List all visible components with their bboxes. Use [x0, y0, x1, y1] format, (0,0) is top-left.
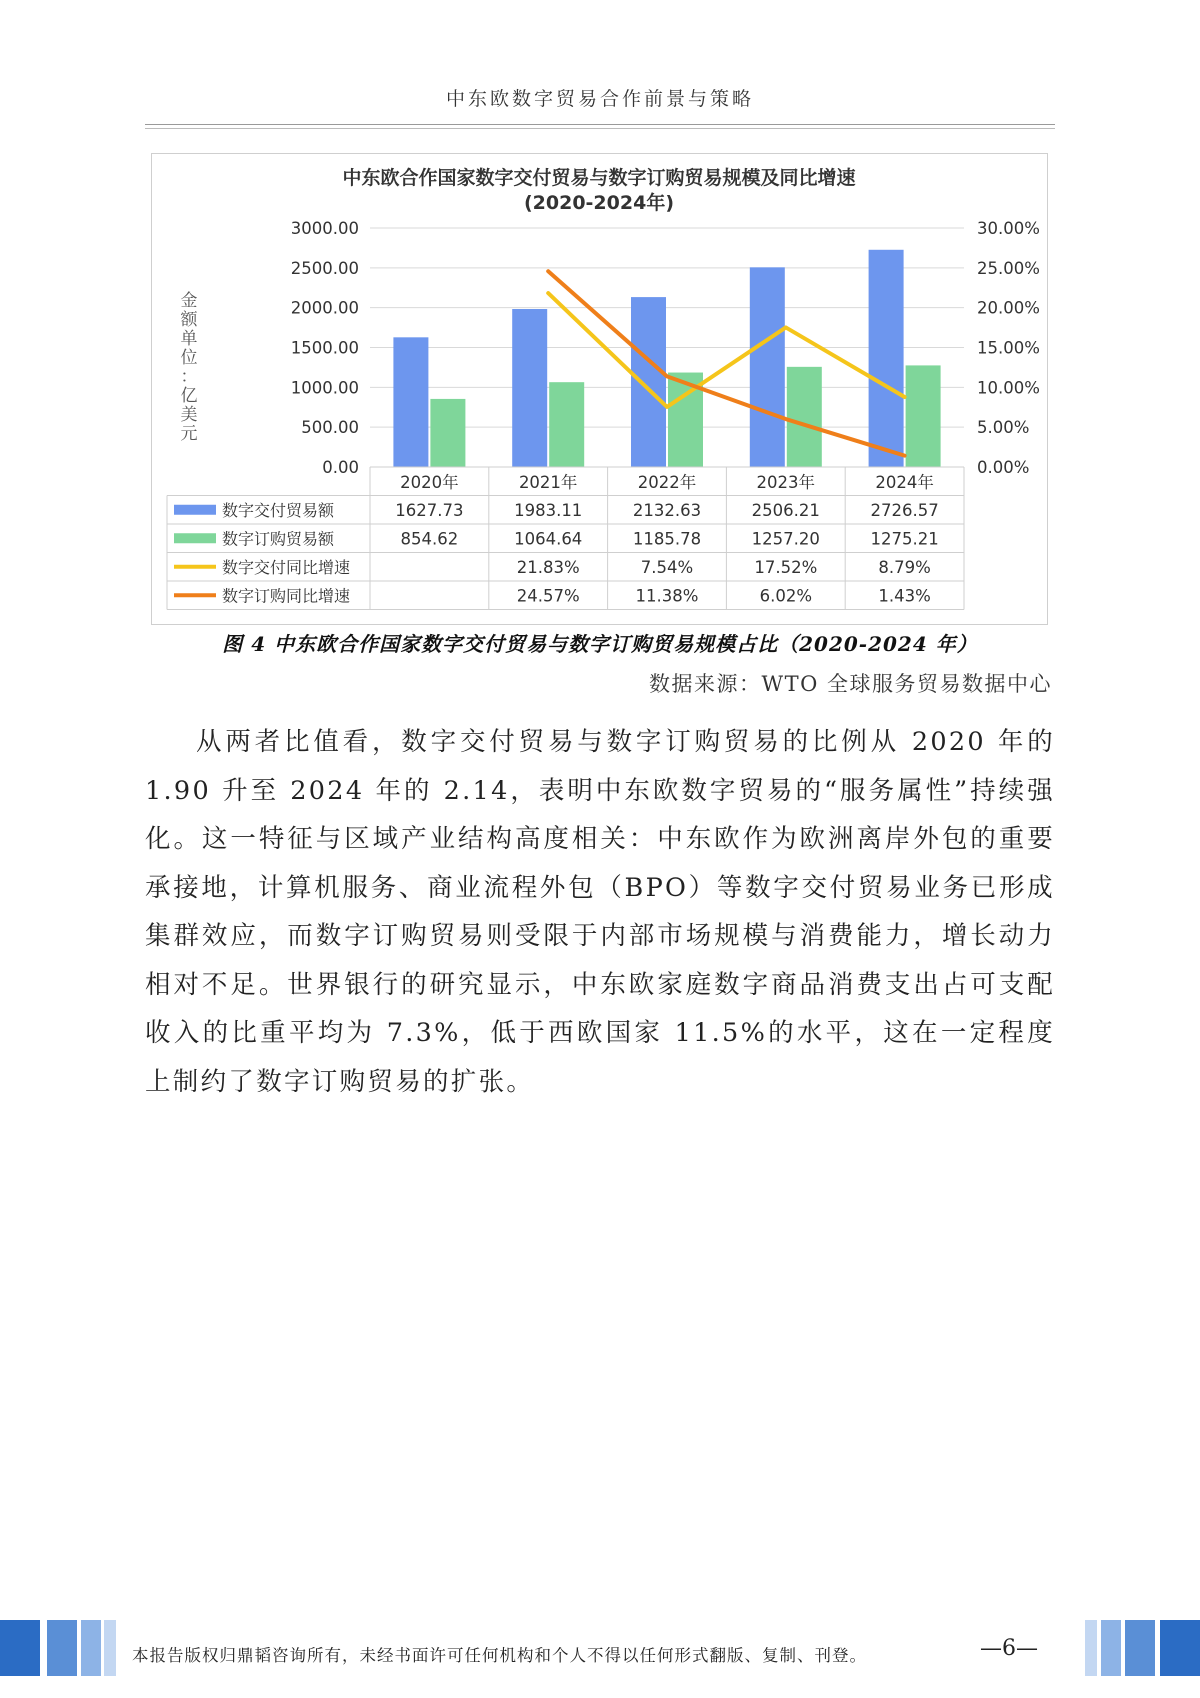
y2-tick-label: 15.00%: [977, 338, 1040, 358]
body-paragraph: 从两者比值看，数字交付贸易与数字订购贸易的比例从 2020 年的 1.90 升至 2024 年的 2.14，表明中东欧数字贸易的“服务属性”持续强化。这一特征与区域产业结构高度相关：中东欧作为欧洲离岸外包的重要承接地，计算机服务、商业流程外包（BPO）等数字交付贸易业务已形成集群效应，而数字订购贸易则受限于内部市场规模与消费能力，增长动力相对不足。世界银行的研究显示，中东欧家庭数字商品消费支出占可支配收入的比重平均为 7.3%，低于西欧国家 11.5%的水平，这在一定程度上制约了数字订购贸易的扩张。: [145, 727, 1055, 1097]
y-axis-label-char: 亿: [180, 386, 198, 406]
bar-1: [869, 250, 904, 467]
bar-2: [787, 367, 822, 467]
y-tick-label: 1000.00: [290, 378, 359, 398]
data-label: 1627.73: [395, 500, 464, 520]
data-source: 数据来源：WTO 全球服务贸易数据中心: [649, 672, 1052, 696]
legend-label: 数字订购同比增速: [222, 586, 351, 606]
category-label: 2020年: [400, 473, 459, 492]
bar-1: [393, 337, 428, 467]
bar-1: [631, 297, 666, 467]
category-label: 2023年: [756, 473, 816, 492]
category-label: 2024年: [875, 473, 934, 492]
series-line-1: [548, 293, 904, 407]
category-label: 2021年: [518, 473, 578, 492]
y-axis-label-char: 金: [180, 291, 198, 311]
y-axis-label-char: 额: [180, 310, 198, 330]
running-header: 中东欧数字贸易合作前景与策略: [445, 88, 754, 110]
data-label: 2132.63: [632, 500, 702, 520]
figure-caption: 图 4 中东欧合作国家数字交付贸易与数字订购贸易规模占比（2020-2024 年）: [222, 632, 978, 656]
y2-tick-label: 20.00%: [977, 298, 1040, 318]
footer-block: [1160, 1620, 1200, 1676]
y-tick-label: 1500.00: [290, 338, 359, 358]
header-rule-secondary: [145, 128, 1055, 129]
chart-title: 中东欧合作国家数字交付贸易与数字订购贸易规模及同比增速: [342, 167, 856, 189]
y-tick-label: 2000.00: [290, 298, 359, 318]
y2-tick-label: 30.00%: [977, 219, 1040, 238]
bar-2: [549, 382, 584, 467]
data-label: 1.43%: [878, 586, 931, 606]
bar-1: [750, 267, 785, 467]
legend-label: 数字交付贸易额: [222, 500, 335, 520]
footer-block: [47, 1620, 77, 1676]
y-axis-label-char: 元: [180, 424, 198, 444]
data-label: 21.83%: [516, 557, 580, 577]
data-label: 11.38%: [635, 586, 699, 606]
data-label: 854.62: [400, 529, 459, 549]
y-axis-label-char: 位: [180, 348, 198, 368]
footer-block: [81, 1620, 101, 1676]
y-axis-label-char: 美: [180, 405, 198, 425]
data-label: 2726.57: [870, 500, 939, 520]
y2-tick-label: 10.00%: [977, 378, 1040, 398]
data-label: 1983.11: [514, 500, 583, 520]
footer-block: [1101, 1620, 1121, 1676]
data-label: 1185.78: [632, 529, 702, 549]
y2-tick-label: 5.00%: [977, 418, 1030, 438]
y2-tick-label: 25.00%: [977, 258, 1040, 278]
y-axis-label-char: ：: [180, 367, 198, 387]
chart-subtitle: (2020-2024年): [523, 192, 675, 214]
legend-key-1: [174, 505, 216, 515]
footer-block: [1125, 1620, 1155, 1676]
y-tick-label: 500.00: [301, 418, 359, 438]
bar-2: [906, 365, 941, 467]
footer-block: [104, 1620, 116, 1676]
category-label: 2022年: [637, 473, 697, 492]
y-tick-label: 0.00: [322, 458, 359, 477]
combo-chart: [152, 154, 1047, 624]
header-rule: [145, 124, 1055, 125]
y-axis-label-char: 单: [180, 329, 198, 349]
bar-1: [512, 309, 547, 467]
data-label: 1275.21: [870, 529, 939, 549]
page-number: —6—: [980, 1636, 1038, 1661]
y2-tick-label: 0.00%: [977, 458, 1030, 477]
data-label: 1257.20: [751, 529, 820, 549]
data-label: 6.02%: [759, 586, 813, 606]
bar-2: [430, 399, 465, 467]
data-label: 8.79%: [878, 557, 931, 577]
legend-label: 数字订购贸易额: [222, 529, 335, 549]
data-label: 17.52%: [754, 557, 818, 577]
footer-block: [1085, 1620, 1097, 1676]
legend-key-2: [174, 533, 216, 543]
y-tick-label: 3000.00: [290, 219, 359, 238]
footer-block: [0, 1620, 40, 1676]
data-label: 7.54%: [640, 557, 694, 577]
data-label: 24.57%: [516, 586, 580, 606]
legend-label: 数字交付同比增速: [222, 557, 351, 577]
footer-copyright: 本报告版权归鼎韬咨询所有，未经书面许可任何机构和个人不得以任何形式翻版、复制、刊登。: [132, 1646, 867, 1665]
y-tick-label: 2500.00: [290, 258, 359, 278]
chart-frame: [151, 153, 1048, 625]
data-label: 1064.64: [514, 529, 583, 549]
data-label: 2506.21: [751, 500, 820, 520]
